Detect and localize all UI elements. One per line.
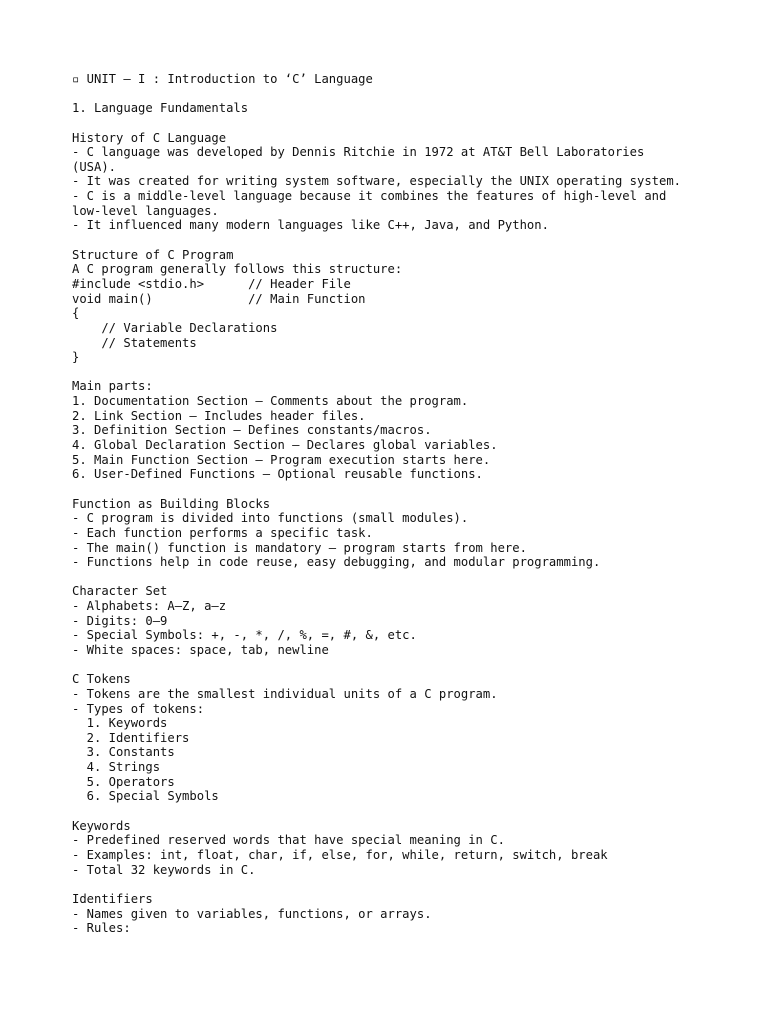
text-line: - Predefined reserved words that have special meaning in C. [72, 833, 505, 848]
blank-line [72, 570, 752, 585]
text-line: 6. Special Symbols [72, 789, 219, 804]
text-line: } [72, 350, 80, 365]
text-line: // Variable Declarations [72, 320, 278, 335]
text-line: - Each function performs a specific task. [72, 525, 373, 540]
text-line: 3. Constants [72, 745, 175, 760]
text-line: - Rules: [72, 921, 131, 936]
blank-line [72, 233, 752, 248]
text-line: - It influenced many modern languages like C++, Java, and Python. [72, 218, 549, 233]
text-line: Identifiers [72, 891, 153, 906]
text-line: 4. Global Declaration Section – Declares global variables. [72, 438, 498, 453]
text-line: A C program generally follows this structure: [72, 262, 403, 277]
text-line: - Examples: int, float, char, if, else, for, while, return, switch, break [72, 847, 608, 862]
blank-line [72, 116, 752, 131]
text-line: - Types of tokens: [72, 701, 205, 716]
text-line: - Digits: 0–9 [72, 613, 168, 628]
text-line: 6. User-Defined Functions – Optional reusable functions. [72, 467, 483, 482]
text-line: - Names given to variables, functions, or arrays. [72, 906, 432, 921]
text-line: History of C Language [72, 130, 227, 145]
text-line: Character Set [72, 584, 168, 599]
text-line: - Functions help in code reuse, easy debugging, and modular programming. [72, 555, 601, 570]
text-line: Structure of C Program [72, 247, 234, 262]
text-line: - Total 32 keywords in C. [72, 862, 256, 877]
text-line: - The main() function is mandatory — program starts from here. [72, 540, 527, 555]
text-line: 4. Strings [72, 760, 161, 775]
text-line: Function as Building Blocks [72, 496, 271, 511]
text-line: - Tokens are the smallest individual units of a C program. [72, 686, 498, 701]
text-line: 5. Main Function Section – Program execution starts here. [72, 452, 491, 467]
text-line: - It was created for writing system software, especially the UNIX operating system. [72, 174, 682, 189]
text-line: 1. Language Fundamentals [72, 101, 249, 116]
text-line: - Special Symbols: +, -, *, /, %, =, #, &, etc. [72, 628, 417, 643]
blank-line [72, 87, 752, 102]
text-line: #include <stdio.h> // Header File [72, 276, 351, 291]
document-page [72, 72, 752, 936]
text-line: - C program is divided into functions (small modules). [72, 511, 469, 526]
text-line: - White spaces: space, tab, newline [72, 642, 329, 657]
text-line: ▫ UNIT – I : Introduction to ‘C’ Language [72, 72, 373, 86]
text-line: - Alphabets: A–Z, a–z [72, 599, 227, 614]
blank-line [72, 482, 752, 497]
text-line: (USA). [72, 159, 117, 174]
text-line: 2. Link Section – Includes header files. [72, 408, 366, 423]
text-line: C Tokens [72, 672, 131, 687]
text-line: 3. Definition Section – Defines constants/macros. [72, 423, 432, 438]
blank-line [72, 365, 752, 380]
text-line: 1. Keywords [72, 716, 168, 731]
text-line: Main parts: [72, 379, 153, 394]
text-line: - C is a middle-level language because it combines the features of high-level and [72, 189, 667, 204]
text-line: void main() // Main Function [72, 291, 366, 306]
text-line: low-level languages. [72, 203, 219, 218]
blank-line [72, 877, 752, 892]
text-line: 5. Operators [72, 774, 175, 789]
text-line: 2. Identifiers [72, 730, 190, 745]
text-line: { [72, 306, 80, 321]
text-line: // Statements [72, 335, 197, 350]
text-line: Keywords [72, 818, 131, 833]
text-line: 1. Documentation Section – Comments about the program. [72, 394, 469, 409]
blank-line [72, 658, 752, 673]
blank-line [72, 804, 752, 819]
text-line: - C language was developed by Dennis Ritchie in 1972 at AT&T Bell Laboratories [72, 145, 645, 160]
